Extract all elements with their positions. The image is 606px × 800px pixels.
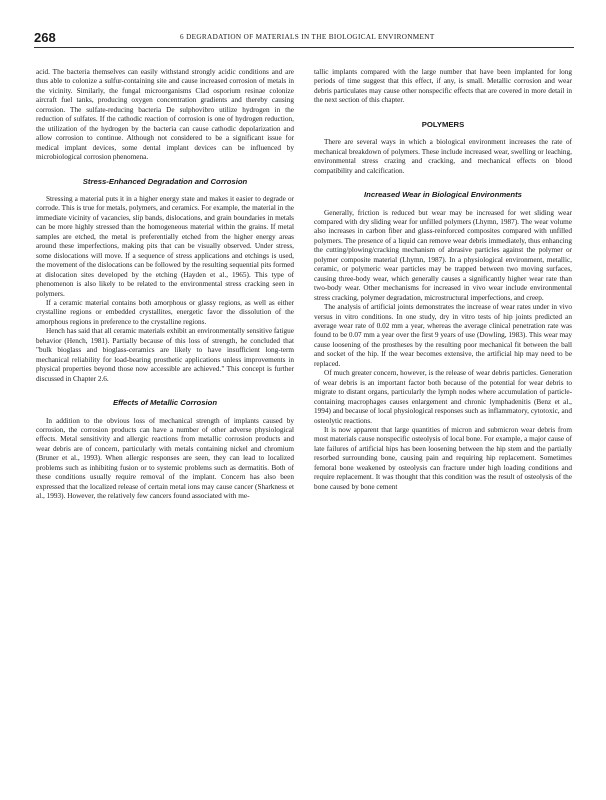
paragraph: Generally, friction is reduced but wear may be increased for wet sliding wear compared with dry sliding wear for unfilled polymers (Lhymn, 1987). The wear volume also increases in carbon fiber and glass-reinforced composites compared with unfilled polymers. The presence of a liquid can remove wear debris immediately, thus enhancing the cutting/plowing/cracking mechanism of abrasive particles against the polymer or polymer composite material (Lhymn, 1987). In a physiological environment, metallic, ceramic, or polymeric wear particles may be trapped between two moving surfaces, causing three-body wear, which generally causes a significantly higher wear rate than two-body wear. Other mechanisms for increased in vivo wear include environmental stress cracking, polymer degradation, microstructural imperfections, and creep. xyxy=(314,208,572,302)
paragraph: tallic implants compared with the large number that have been implanted for long periods of time suggest that this effect, if any, is small. Metallic corrosion and wear debris particulates may cause other nonspecific effects that are covered in more detail in the next section of this chapter. xyxy=(314,68,572,105)
paragraph: Of much greater concern, however, is the release of wear debris particles. Generation of wear debris is an important factor both because of the potential for wear debris to migrate to distant organs, particularly the lymph nodes where accumulation of particle-containing macrophages causes enlargement and chronic lymphadenitis (Benz et al., 1994) and because of local physiological responses such as inflammatory, cytotoxic, and osteolytic reactions. xyxy=(314,369,572,425)
paragraph: In addition to the obvious loss of mechanical strength of implants caused by corrosion, the corrosion products can have a number of other adverse physiological effects. Metal sensitivity and allergic reactions from metallic corrosion products and wear debris are of concern, particularly with metals containing nickel and chromium (Bruner et al., 1993). When allergic responses are seen, they can lead to localized problems such as inhibiting fusion or to systemic problems such as dermatitis. Both of these conditions usually require removal of the implant. Concern has also been expressed that the localized release of certain metal ions may cause cancer (Sharkness et al., 1993). However, the relatively few cancers found associated with me- xyxy=(36,416,294,501)
paragraph: If a ceramic material contains both amorphous or glassy regions, as well as either crystalline regions or embedded crystallites, energetic favor the dissolution of the amorphous regions in preference to the crystalline regions. xyxy=(36,298,294,326)
paragraph: The analysis of artificial joints demonstrates the increase of wear rates under in vivo versus in vitro conditions. In one study, dry in vitro tests of hip joints predicted an average wear rate of 0.02 mm a year, whereas the average clinical penetration rate was found to be 0.07 mm a year over the first 9 years of use (Dowling, 1983). This wear may cause loosening of the prostheses by the resulting poor mechanical fit between the ball and socket of the hip. If the wear becomes extensive, the artificial hip may need to be replaced. xyxy=(314,303,572,368)
paragraph: acid. The bacteria themselves can easily withstand strongly acidic conditions and are thus able to colonize a sulfur-containing site and cause increased corrosion of metals in the vicinity. Similarly, the fungal microorganisms Clad osporium resinae colonize aircraft fuel tanks, producing oxygen concentration gradients and thereby causing corrosion. The sulfate-reducing bacteria De sulphovibro utilize hydrogen in the reduction of sulfates. If the cathodic reaction of corrosion is one of hydrogen reduction, the utilization of the hydrogen by the bacteria can cause cathodic depolarization and allow corrosion to continue. Although not considered to be a significant issue for medical implant devices, some dental implant devices can be influenced by microbiological corrosion phenomena. xyxy=(36,68,294,162)
running-title: 6 DEGRADATION OF MATERIALS IN THE BIOLOGICAL ENVIRONMENT xyxy=(180,33,435,41)
section-heading: Increased Wear in Biological Environments xyxy=(364,190,522,200)
paragraph: Hench has said that all ceramic materials exhibit an environmentally sensitive fatigue behavior (Hench, 1981). Partially because of this loss of strength, he concluded that "bulk bioglass and bioglass-ceramics are likely to have insufficient long-term mechanical reliability for load-bearing prosthetic applications unless improvements in physical properties beyond those now accessible are achieved." This concept is further discussed in Chapter 2.6. xyxy=(36,327,294,383)
right-column xyxy=(314,68,572,492)
page-number: 268 xyxy=(34,30,56,45)
running-header xyxy=(34,30,574,48)
paragraph: Stressing a material puts it in a higher energy state and makes it easier to degrade or corrode. This is true for metals, polymers, and ceramics. For example, the material in the immediate vicinity of vacancies, slip bands, dislocations, and grain boundaries in metals can be more highly stressed than the homogeneous material within the grains. If metal samples are etched, the metal is preferentially etched from the higher energy areas around these imperfections, making pits that can be visually observed. Under stress, some dislocations will move. If a sequence of stress applications and etchings is used, the movement of the dislocations can be followed by the resulting sequential pits formed at dislocation sites developed by the etching (Hayden et al., 1965). This type of phenomenon is also likely to be related to the environmental stress cracking seen in polymers. xyxy=(36,194,294,298)
section-heading: POLYMERS xyxy=(421,119,465,129)
paragraph: It is now apparent that large quantities of micron and submicron wear debris from most materials cause nonspecific osteolysis of local bone. For example, a major cause of late failures of artificial hips has been loosening between the hip stem and the partially resorbed surrounding bone, causing pain and requiring hip replacement. Sometimes femoral bone weakened by osteolysis can fracture under high loading conditions and require replacement. It was thought that this condition was the result of osteolysis of the bone caused by bone cement xyxy=(314,425,572,491)
header-rule xyxy=(34,47,574,48)
left-column xyxy=(36,68,294,502)
section-heading: Stress-Enhanced Degradation and Corrosion xyxy=(82,176,248,186)
paragraph: There are several ways in which a biological environment increases the rate of mechanical breakdown of polymers. These include increased wear, swelling or leaching, environmental stress crazing and cracking, and mechanical effects on blood compatibility and calcification. xyxy=(314,138,572,175)
section-heading: Effects of Metallic Corrosion xyxy=(112,398,218,408)
